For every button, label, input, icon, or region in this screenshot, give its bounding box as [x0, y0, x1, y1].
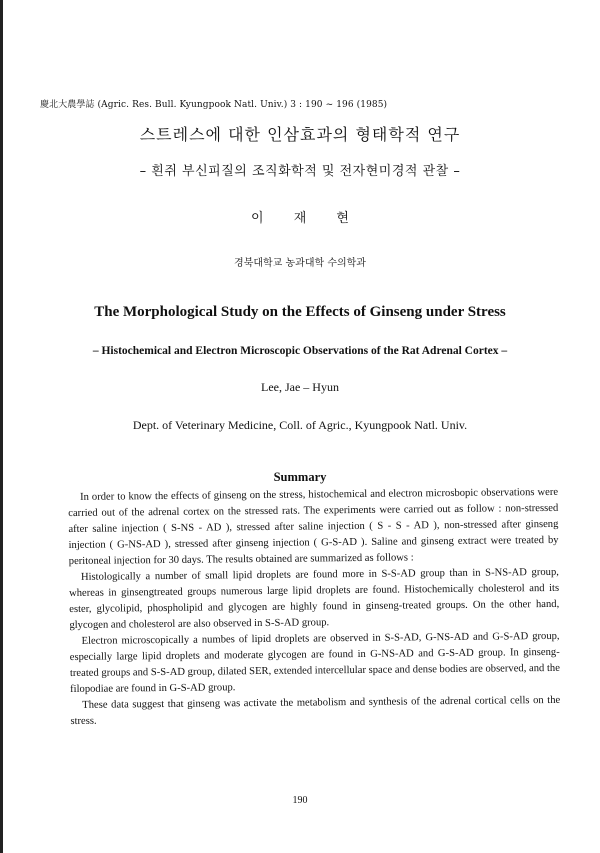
korean-author: 이 재 현 [251, 211, 349, 226]
summary-body [68, 485, 560, 730]
summary-paragraph: In order to know the effects of ginseng on the stress, histochemical and electron microsbopic observations were carried out of the adrenal cortex on the stressed rats. The experiments were carried out as follow : non-stressed after saline injection ( S-NS - AD ), stressed after saline injection ( S - S - AD ), non-stressed after ginseng injection ( G-NS-AD ), stressed after ginseng injection ( G-S-AD ). Saline and ginseng extract were treated by peritoneal injection for 30 days. The results obtained are summarized as follows : [68, 486, 559, 567]
page-number: 190 [292, 795, 308, 806]
summary-paragraph: Electron microscopically a numbes of lipid droplets are observed in S-S-AD, G-NS-AD and G-S-AD group, especially large lipid droplets and moderate glycogen are found in G-NS-AD and G-S-AD group. In ginseng-treated groups and S-S-AD group, dilated SER, extended intercellular space and dense bodies are observed, and the filopodiae are found in G-S-AD group. [69, 630, 560, 695]
summary-heading: Summary [273, 470, 327, 484]
english-title: The Morphological Study on the Effects of Ginseng under Stress [94, 304, 506, 320]
korean-affiliation: 경북대학교 농과대학 수의학과 [234, 258, 366, 269]
journal-citation: 慶北大農學誌 (Agric. Res. Bull. Kyungpook Natl. Univ.) 3 : 190 ~ 196 (1985) [40, 100, 388, 110]
english-subtitle: – Histochemical and Electron Microscopic Observations of the Rat Adrenal Cortex – [92, 345, 508, 357]
english-author: Lee, Jae – Hyun [261, 380, 339, 394]
english-affiliation: Dept. of Veterinary Medicine, Coll. of Agric., Kyungpook Natl. Univ. [132, 418, 468, 432]
summary-paragraph: Histologically a number of small lipid droplets are found more in S-S-AD group than in S-NS-AD group, whereas in ginsengtreated groups numerous large lipid droplets are found. Histochemically cholesterol and its ester, glycolipid, phospholipid and glycogen are highly found in ginseng-treated groups. On the other hand, glycogen and cholesterol are also observed in S-S-AD group. [69, 566, 560, 631]
korean-subtitle: – 흰쥐 부신피질의 조직화학적 및 전자현미경적 관찰 – [139, 164, 461, 179]
korean-title: 스트레스에 대한 인삼효과의 형태학적 연구 [139, 125, 461, 144]
summary-paragraph: These data suggest that ginseng was activate the metabolism and synthesis of the adrenal cortical cells on the stress. [70, 694, 561, 727]
